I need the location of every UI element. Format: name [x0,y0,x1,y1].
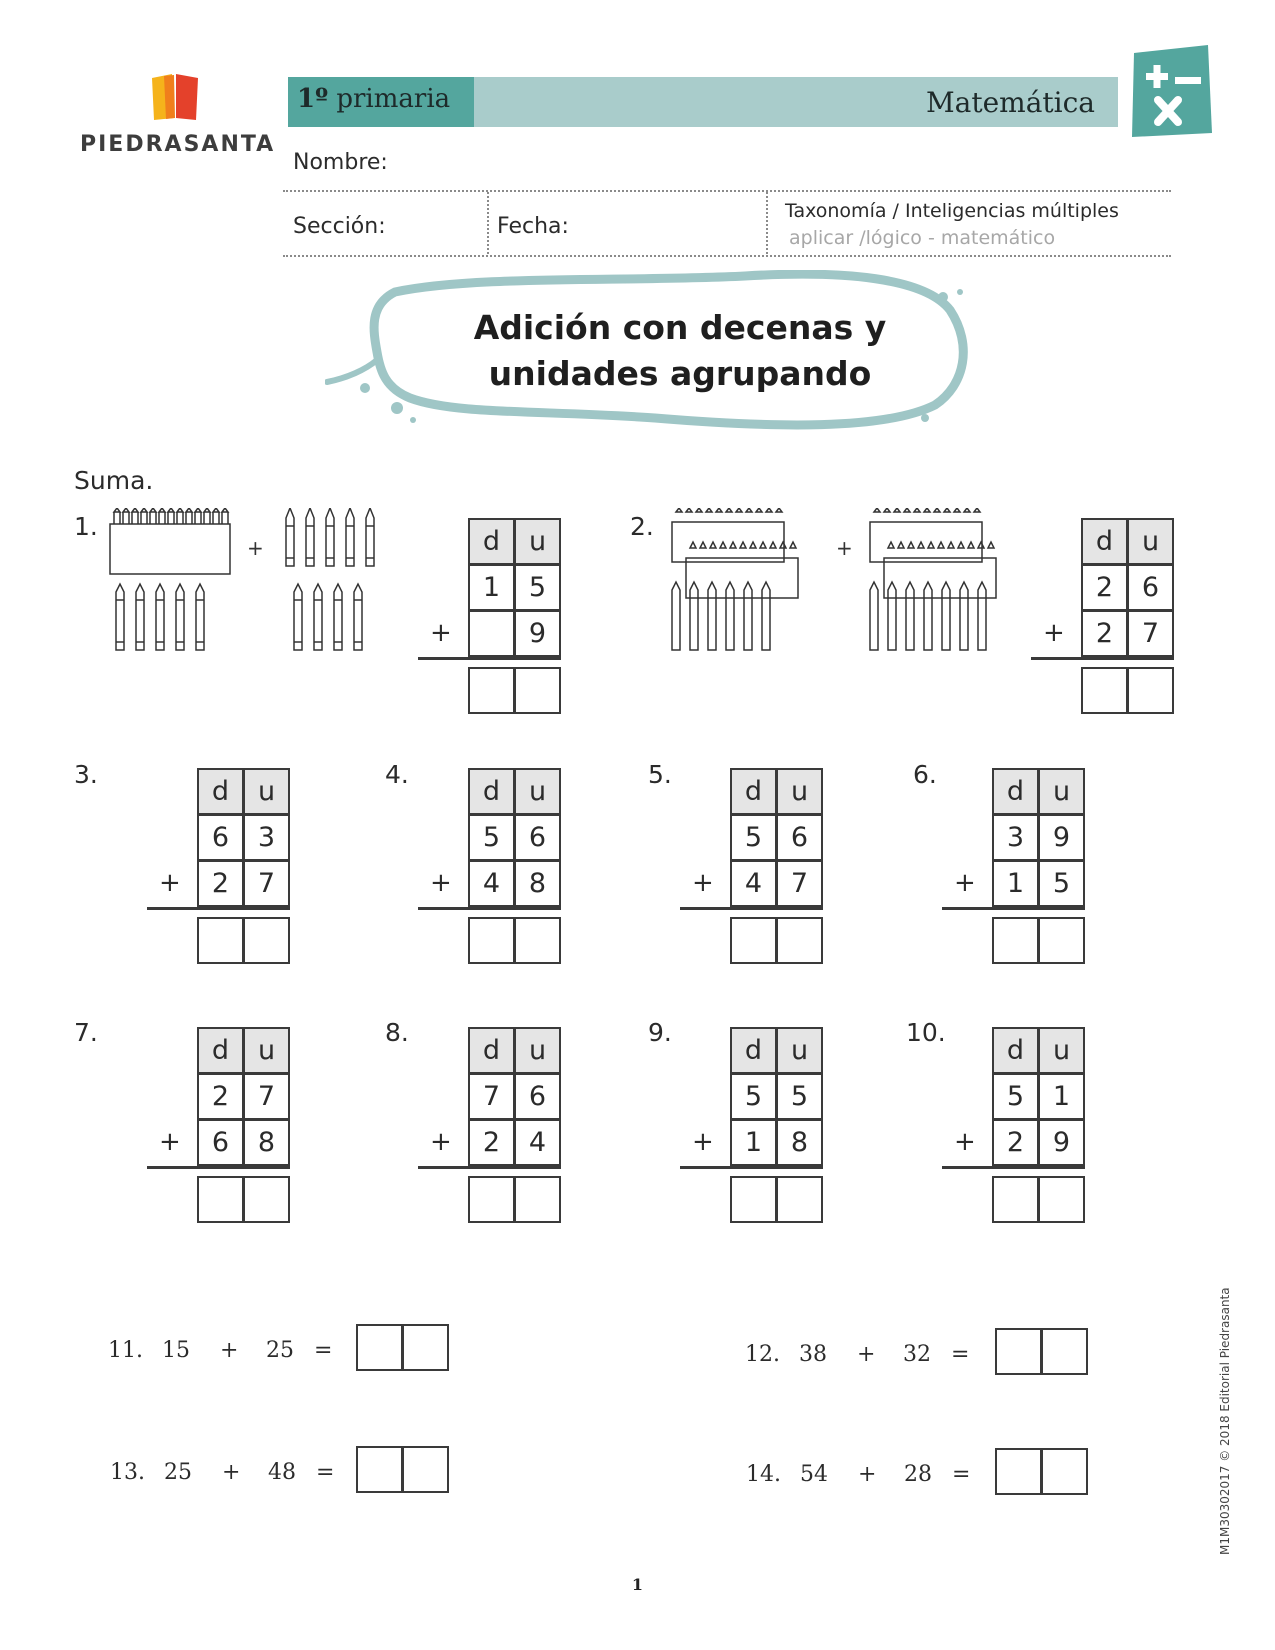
exercise-number-8: 8. [385,1018,409,1047]
addend-2-tens: 2 [992,1119,1039,1166]
title-line-1: Adición con decenas y [473,308,887,347]
sum-line [942,907,1085,910]
addend-2-tens: 4 [468,860,515,907]
answer-box-units[interactable] [1041,1328,1088,1375]
units-header: u [1038,1027,1085,1074]
addend-1-tens: 2 [197,1073,244,1120]
addend-a: 15 [162,1338,190,1363]
crayons-picture-1 [108,508,383,673]
units-header: u [514,768,561,815]
plus-sign: + [430,868,452,898]
tens-header: d [730,768,777,815]
picture-plus-sign-1: + [247,536,264,560]
subject-label: Matemática [925,86,1095,119]
addend-a: 38 [799,1342,827,1367]
plus-sign: + [857,1342,876,1367]
addend-2-tens: 6 [197,1119,244,1166]
answer-box-tens[interactable] [730,917,777,964]
exercise-number-6: 6. [913,760,937,789]
addend-1-units: 5 [514,564,561,611]
addend-2-units: 8 [776,1119,823,1166]
tens-header: d [197,768,244,815]
answer-box-units[interactable] [243,1176,290,1223]
plus-sign: + [220,1338,239,1363]
page-number: 1 [631,1575,644,1594]
publisher-logo [80,74,276,164]
addend-1-units: 9 [1038,814,1085,861]
copyright-code: M1M3030201​7 © 2018 Editorial Piedrasanta [1218,1287,1232,1555]
answer-box-tens[interactable] [992,917,1039,964]
addend-1-tens: 2 [1081,564,1128,611]
name-divider [283,190,1171,192]
answer-box-tens[interactable] [197,917,244,964]
addend-a: 25 [164,1460,192,1485]
addend-2-units: 8 [243,1119,290,1166]
equals-sign: = [951,1342,970,1367]
sum-line [942,1166,1085,1169]
plus-sign: + [430,1127,452,1157]
addend-1-units: 6 [1127,564,1174,611]
date-label: Fecha: [497,214,569,239]
tens-header: d [468,768,515,815]
sum-line [418,1166,561,1169]
answer-box-tens[interactable] [356,1446,403,1493]
addend-1-units: 3 [243,814,290,861]
grade-number: 1º [297,84,329,114]
answer-box-units[interactable] [402,1324,449,1371]
answer-box-units[interactable] [243,917,290,964]
equals-sign: = [314,1338,333,1363]
units-header: u [776,1027,823,1074]
equals-sign: = [952,1462,971,1487]
answer-box-tens[interactable] [468,667,515,714]
addend-1-units: 6 [776,814,823,861]
tens-header: d [992,768,1039,815]
plus-sign: + [954,1127,976,1157]
sum-line [1031,657,1174,660]
plus-sign: + [692,1127,714,1157]
taxonomy-title: Taxonomía / Inteligencias múltiples [785,200,1119,222]
addend-2-units: 5 [1038,860,1085,907]
addend-2-units: 9 [514,610,561,657]
answer-box-units[interactable] [402,1446,449,1493]
addend-1-units: 6 [514,1073,561,1120]
equation-number-14: 14. [746,1462,781,1487]
exercise-number-7: 7. [74,1018,98,1047]
exercise-number-4: 4. [385,760,409,789]
grade-label [297,84,450,114]
answer-box-units[interactable] [776,1176,823,1223]
answer-box-units[interactable] [1041,1448,1088,1495]
addend-1-tens: 5 [468,814,515,861]
answer-box-tens[interactable] [730,1176,777,1223]
sum-line [147,1166,290,1169]
addend-2-tens: 2 [468,1119,515,1166]
units-header: u [514,518,561,565]
equation-number-12: 12. [745,1342,780,1367]
exercise-number-9: 9. [648,1018,672,1047]
addend-2-units: 4 [514,1119,561,1166]
units-header: u [1038,768,1085,815]
equation-number-13: 13. [110,1460,145,1485]
addend-1-tens: 6 [197,814,244,861]
answer-box-tens[interactable] [992,1176,1039,1223]
crayons-picture-2 [670,508,1005,673]
units-header: u [776,768,823,815]
equation-number-11: 11. [108,1338,143,1363]
sum-line [418,657,561,660]
exercise-number-5: 5. [648,760,672,789]
date-divider [766,192,768,254]
addend-2-tens [468,610,515,657]
tens-header: d [730,1027,777,1074]
addend-1-tens: 5 [730,1073,777,1120]
addend-1-tens: 5 [992,1073,1039,1120]
plus-sign: + [430,618,452,648]
section-divider [487,192,489,254]
answer-box-units[interactable] [514,667,561,714]
tens-header: d [1081,518,1128,565]
worksheet-title [380,305,980,397]
addend-2-tens: 2 [197,860,244,907]
answer-box-tens[interactable] [197,1176,244,1223]
addend-2-units: 7 [243,860,290,907]
tens-header: d [197,1027,244,1074]
exercise-number-2: 2. [630,512,654,541]
addend-2-units: 7 [1127,610,1174,657]
addend-2-units: 9 [1038,1119,1085,1166]
addend-1-tens: 7 [468,1073,515,1120]
sum-line [147,907,290,910]
plus-sign: + [222,1460,241,1485]
equals-sign: = [316,1460,335,1485]
exercise-number-3: 3. [74,760,98,789]
taxonomy-subtitle: aplicar /lógico - matemático [789,227,1056,249]
addend-a: 54 [800,1462,828,1487]
answer-box-tens[interactable] [1081,667,1128,714]
addend-b: 25 [266,1338,294,1363]
addend-2-tens: 1 [730,1119,777,1166]
logo-text: PIEDRASANTA [80,132,276,157]
plus-sign: + [159,1127,181,1157]
units-header: u [243,768,290,815]
addend-1-units: 5 [776,1073,823,1120]
answer-box-tens[interactable] [995,1328,1042,1375]
answer-box-units[interactable] [1127,667,1174,714]
fields-bottom-divider [283,255,1171,257]
addend-1-units: 6 [514,814,561,861]
answer-box-units[interactable] [776,917,823,964]
plus-sign: + [692,868,714,898]
answer-box-tens[interactable] [356,1324,403,1371]
addend-1-tens: 1 [468,564,515,611]
addend-1-tens: 5 [730,814,777,861]
section-label: Sección: [293,214,386,239]
title-line-2: unidades agrupando [488,354,872,393]
addend-2-tens: 2 [1081,610,1128,657]
addend-1-units: 7 [243,1073,290,1120]
units-header: u [1127,518,1174,565]
answer-box-units[interactable] [1038,1176,1085,1223]
sum-line [680,907,823,910]
tens-header: d [992,1027,1039,1074]
units-header: u [243,1027,290,1074]
plus-sign: + [159,868,181,898]
answer-box-units[interactable] [514,917,561,964]
plus-sign: + [858,1462,877,1487]
addend-2-tens: 1 [992,860,1039,907]
sum-line [418,907,561,910]
instruction-text: Suma. [74,466,154,495]
addend-b: 48 [268,1460,296,1485]
picture-plus-sign-2: + [836,536,853,560]
tens-header: d [468,518,515,565]
addend-2-units: 8 [514,860,561,907]
exercise-number-1: 1. [74,512,98,541]
addend-1-tens: 3 [992,814,1039,861]
grade-word: primaria [336,84,451,114]
sum-line [680,1166,823,1169]
answer-box-tens[interactable] [468,917,515,964]
addend-1-units: 1 [1038,1073,1085,1120]
addend-2-tens: 4 [730,860,777,907]
name-label: Nombre: [293,150,388,175]
addend-b: 32 [903,1342,931,1367]
tens-header: d [468,1027,515,1074]
addend-b: 28 [904,1462,932,1487]
plus-sign: + [1043,618,1065,648]
book-logo-icon [150,74,200,120]
plus-sign: + [954,868,976,898]
answer-box-units[interactable] [514,1176,561,1223]
addend-2-units: 7 [776,860,823,907]
math-operations-icon [1128,45,1213,145]
answer-box-units[interactable] [1038,917,1085,964]
answer-box-tens[interactable] [995,1448,1042,1495]
exercise-number-10: 10. [906,1018,946,1047]
answer-box-tens[interactable] [468,1176,515,1223]
units-header: u [514,1027,561,1074]
